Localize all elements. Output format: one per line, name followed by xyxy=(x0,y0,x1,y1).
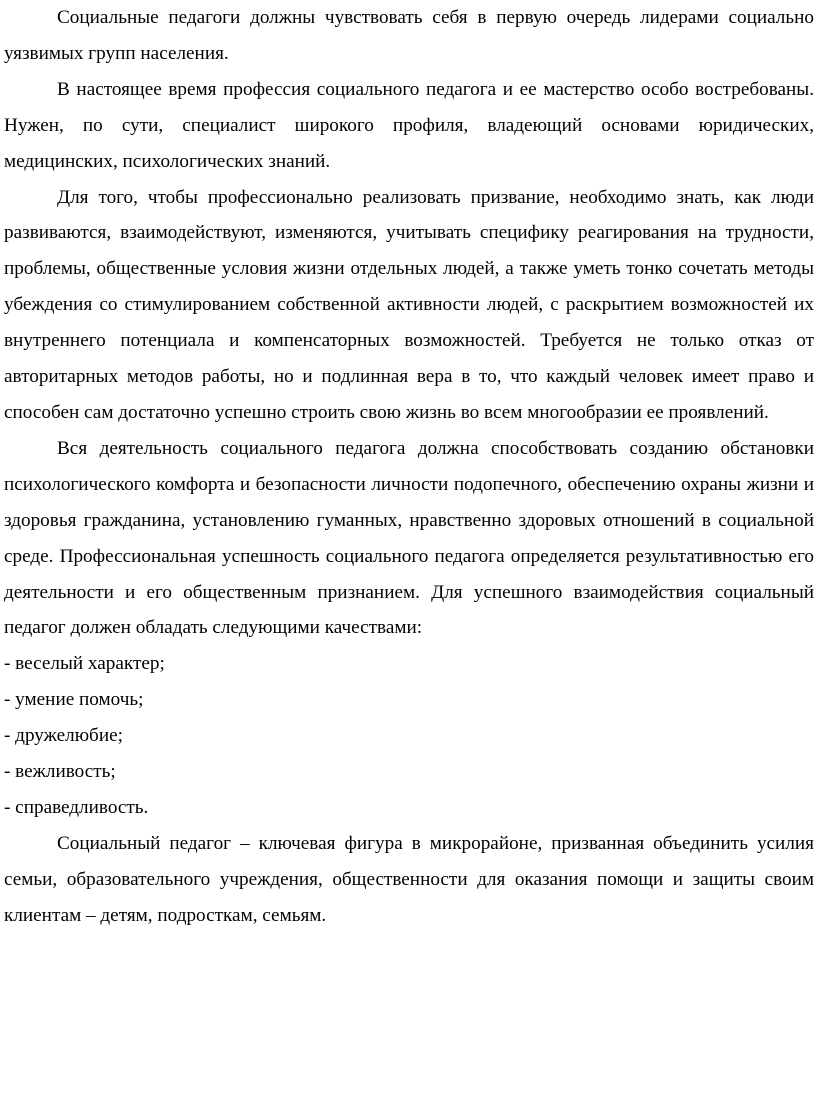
paragraph-calling: Для того, чтобы профессионально реализовать призвание, необходимо знать, как люди развиваются, взаимодействуют, изменяются, учитывать специфику реагирования на трудности, проблемы, общественные условия жизни отдельных людей, а также уметь тонко сочетать методы убеждения со стимулированием собственной активности людей, с раскрытием возможностей их внутреннего потенциала и компенсаторных возможностей. Требуется не только отказ от авторитарных методов работы, но и подлинная вера в то, что каждый человек имеет право и способен сам достаточно успешно строить свою жизнь во всем многообразии ее проявлений. xyxy=(4,186,814,423)
document-page xyxy=(4,0,814,934)
paragraph-key-figure: Социальный педагог – ключевая фигура в микрорайоне, призванная объединить усилия семьи, образовательного учреждения, общественности для оказания помощи и защиты своим клиентам – детям, подросткам, семьям. xyxy=(4,832,814,926)
paragraph-activity: Вся деятельность социального педагога должна способствовать созданию обстановки психологического комфорта и безопасности личности подопечного, обеспечению охраны жизни и здоровья гражданина, установлению гуманных, нравственно здоровых отношений в социальной среде. Профессиональная успешность социального педагога определяется результативностью его деятельности и его общественным признанием. Для успешного взаимодействия социальный педагог должен обладать следующими качествами: xyxy=(4,437,814,639)
list-item: - справедливость. xyxy=(4,796,149,818)
qualities-list xyxy=(4,646,814,826)
list-item: - дружелюбие; xyxy=(4,725,123,747)
list-item: - вежливость; xyxy=(4,761,116,783)
paragraph-leaders: Социальные педагоги должны чувствовать себя в первую очередь лидерами социально уязвимых групп населения. xyxy=(4,7,814,64)
paragraph-profession-demand: В настоящее время профессия социального педагога и ее мастерство особо востребованы. Нужен, по сути, специалист широкого профиля, владеющий основами юридических, медицинских, психологических знаний. xyxy=(4,78,814,172)
list-item: - умение помочь; xyxy=(4,689,144,711)
list-item: - веселый характер; xyxy=(4,653,165,675)
